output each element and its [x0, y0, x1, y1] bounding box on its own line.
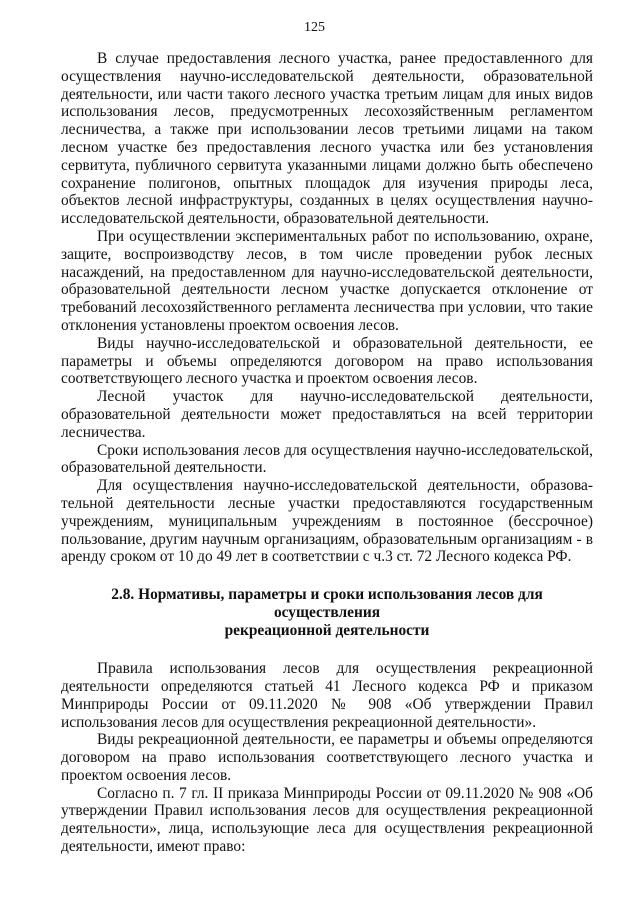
paragraph: В случае предоставления лесного участка, ранее предоставленного для осуществления научно-исследовательской деятельности, образовательной деятельности, или части такого лесного участка третьим лицам для иных видов использования лесов, предусмотренных лесохозяйственным регламентом лесничества, а также при использовании лесов третьими лицами на таком лесном участке без предоставления лесного участка или без установления сервитута, публичного сервитута указанными лицами должно быть обеспечено сохранение полигонов, опытных площадок для изучения природы леса, объектов лесной инфраструктуры, созданных в целях осуществления научно-исследовательской деятельности, образовательной деятельности.	[61, 50, 593, 228]
paragraph: Для осуществления научно-исследовательской деятельности, образова-тельной деятельности лесные участки предоставляются государственным учреждениям, муниципальным учреждениям в постоянное (бессрочное) пользование, другим научным организациям, образовательным организациям - в аренду сроком от 10 до 49 лет в соответствии с ч.3 ст. 72 Лесного кодекса РФ.	[61, 477, 593, 566]
paragraph: Правила использования лесов для осуществления рекреационной деятельности определяются статьей 41 Лесного кодекса РФ и приказом Минприроды России от 09.11.2020 № 908 «Об утверждении Правил использования лесов для осуществления рекреационной деятельности».	[61, 660, 593, 731]
section-heading-line-1: 2.8. Нормативы, параметры и сроки использования лесов для осуществления	[111, 586, 543, 622]
paragraph: Виды научно-исследовательской и образовательной деятельности, ее параметры и объемы определяются договором на право использования соответствующего лесного участка и проектом освоения лесов.	[61, 334, 593, 388]
paragraph: Лесной участок для научно-исследовательской деятельности, образовательной деятельности может предоставляться на всей территории лесничества.	[61, 388, 593, 441]
page-number: 125	[304, 20, 325, 35]
paragraph: Виды рекреационной деятельности, ее параметры и объемы определяются договором на право использования соответствующего лесного участка и проектом освоения лесов.	[61, 731, 593, 784]
paragraph: Сроки использования лесов для осуществления научно-исследовательской, образовательной деятельности.	[61, 441, 593, 477]
document-body	[61, 50, 593, 856]
paragraph: Согласно п. 7 гл. II приказа Минприроды России от 09.11.2020 № 908 «Об утверждении Правил использования лесов для осуществления рекреационной деятельности», лица, использующие леса для осуществления рекреационной деятельности, имеют право:	[61, 784, 593, 856]
section-heading	[61, 586, 593, 640]
paragraph: При осуществлении экспериментальных работ по использованию, охране, защите, воспроизводству лесов, в том числе проведении рубок лесных насаждений, на предоставленном для научно-исследовательской деятельности, образовательной деятельности лесном участке допускается отклонение от требований лесохозяйственного регламента лесничества при условии, что такие отклонения установлены проектом освоения лесов.	[61, 227, 593, 334]
section-heading-line-2: рекреационной деятельности	[224, 622, 430, 640]
